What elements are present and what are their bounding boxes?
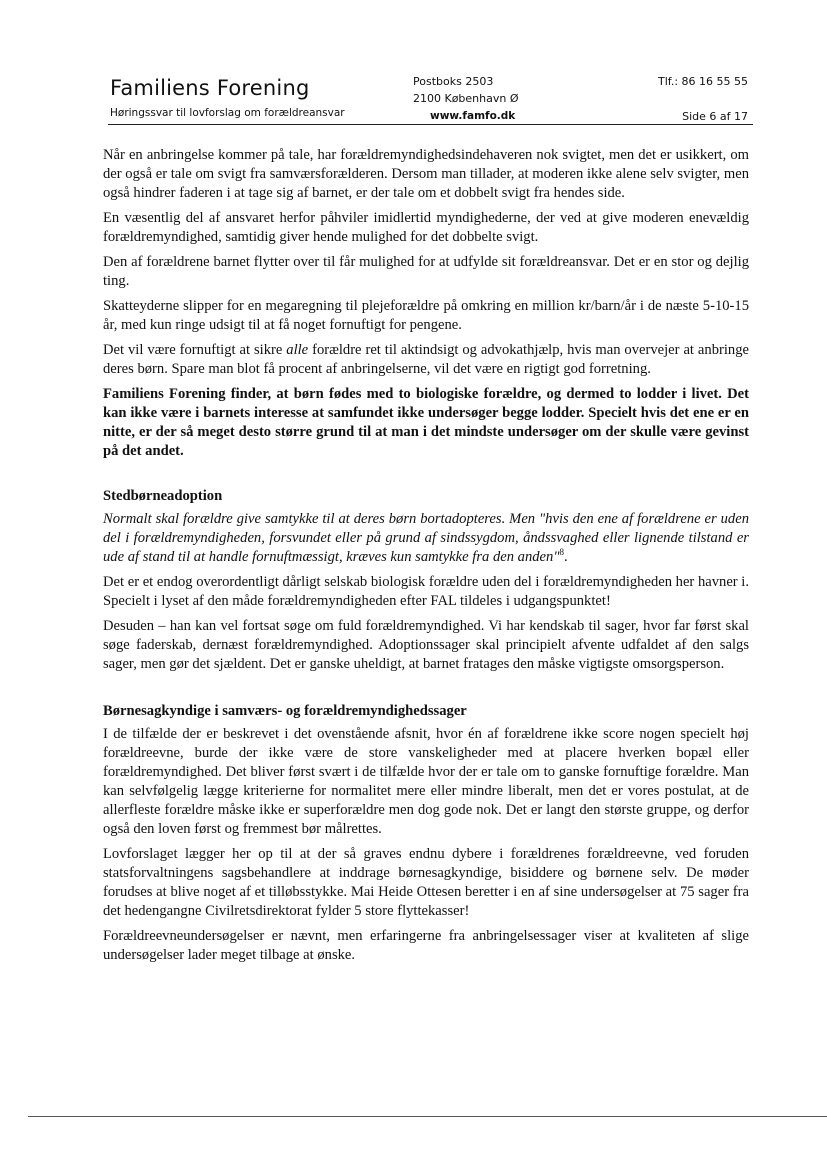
paragraph (103, 341, 749, 379)
paragraph-text: . (563, 549, 568, 565)
paragraph (103, 510, 749, 567)
org-name: Familiens Forening (110, 76, 310, 100)
quoted-text: Normalt skal forældre give samtykke til at deres børn bortadopteres. Men "hvis den ene af forældrene er uden del i forældremyndigheden, forsvundet eller på grund af sindssygdom, åndssvaghed eller lignende tilstand er ude af stand til at handle fornuftmæssigt, kræves kun samtykke fra den anden" (103, 511, 749, 565)
paragraph: Det er et endog overordentligt dårligt selskab biologisk forældre uden del i forældremyndigheden her havner i. Specielt i lyset af den måde forældremyndigheden efter FAL tildeles i udgangspunktet! (103, 574, 750, 609)
section-heading-stedborneadoption: Stedbørneadoption (103, 488, 223, 504)
paragraph: Den af forældrene barnet flytter over til får mulighed for at udfylde sit forældreansvar. Det er en stor og dejlig ting. (103, 254, 749, 289)
section-gap (103, 467, 749, 487)
paragraph: Når en anbringelse kommer på tale, har forældremyndighedsindehaveren nok svigtet, men det er usikkert, om der også er tale om svigt fra samværsforælderen. Dersom man tillader, at moderen ikke alene selv svigter, men også hindrer faderen i at tage sig af barnet, er der tale om et dobbelt svigt fra hendes side. (103, 147, 749, 201)
phone-number: Tlf.: 86 16 55 55 (657, 75, 748, 88)
footnote-marker[interactable]: 8 (559, 547, 564, 558)
section-heading-bornesagkyndige: Børnesagkyndige i samværs- og forældremyndighedssager (103, 703, 467, 719)
website-link[interactable]: www.famfo.dk (430, 110, 516, 122)
paragraph: Lovforslaget lægger her op til at der så graves endnu dybere i forældrenes forældreevne, ved foruden statsforvaltningens sagsbehandlere at inddrage børnesagkyndige, bisiddere og børnene selv. De møder forudses at blive noget af et tilløbsstykke. Mai Heide Ottesen beretter i en af sine undersøgelser at 75 sager fra det hedengangne Civilretsdirektorat fylder 5 store flyttekasser! (103, 846, 749, 919)
paragraph: Skatteyderne slipper for en megaregning til plejeforældre på omkring en million kr/barn/år i de næste 5-10-15 år, med kun ringe udsigt til at få noget fornuftigt for pengene. (103, 298, 749, 333)
page-indicator: Side 6 af 17 (682, 110, 748, 123)
paragraph: Desuden – han kan vel fortsat søge om fuld forældremyndighed. Vi har kendskab til sager, hvor far først skal søge faderskab, dernæst forældremyndighed. Adoptionssager skal principielt afvente udfaldet af den salgs sager, men gør det sjældent. Det er ganske uheldigt, at barnet fratages den måske vigtigste omsorgsperson. (103, 618, 749, 672)
paragraph: I de tilfælde der er beskrevet i det ovenstående afsnit, hvor én af forældrene ikke score nogen specielt høj forældreevne, burde der ikke være de store vanskeligheder med at placere hverken bopæl eller forældremyndighed. Det bliver først svært i de tilfælde hvor der er tale om to ganske fornuftige forældre. Man kan selvfølgelig lægge kriterierne for normalitet mere eller mindre liberalt, men det er vores postulat, at de allerfleste forældre måske ikke er superforældre men dog gode nok. Det er langt den største gruppe, og derfor også den loven først og fremmest bør målrettes. (103, 726, 749, 837)
paragraph-text: Det vil være fornuftigt at sikre (103, 342, 287, 358)
paragraph-text: forældre ret til aktindsigt og advokathjælp, hvis man overvejer at anbringe deres børn. Spare man blot få procent af anbringelserne, vil det være en rigtigt god forretning. (103, 342, 749, 377)
section-gap (103, 680, 749, 702)
paragraph: En væsentlig del af ansvaret herfor påhviler imidlertid myndighederne, der ved at give moderen enevældig forældremyndighed, samtidig giver hende mulighed for det dobbelte svigt. (103, 210, 749, 245)
header-divider (108, 124, 753, 125)
body-text (103, 146, 749, 971)
document-subtitle: Høringssvar til lovforslag om forældreansvar (110, 107, 345, 119)
paragraph: Forældreevneundersøgelser er nævnt, men erfaringerne fra anbringelsessager viser at kvaliteten af slige undersøgelser lader meget tilbage at ønske. (103, 928, 749, 963)
footer-divider (28, 1116, 827, 1117)
emphasis-text: alle (286, 342, 309, 358)
address-line-1: Postboks 2503 (413, 75, 494, 88)
address-line-2: 2100 København Ø (413, 92, 519, 105)
conclusion-paragraph: Familiens Forening finder, at børn fødes med to biologiske forældre, og dermed to lodder i livet. Det kan ikke være i barnets interesse at samfundet ikke undersøger begge lodder. Specielt hvis det ene er en nitte, er der så meget desto større grund til at man i det mindste undersøger om der skulle være gevinst på det andet. (103, 386, 749, 459)
